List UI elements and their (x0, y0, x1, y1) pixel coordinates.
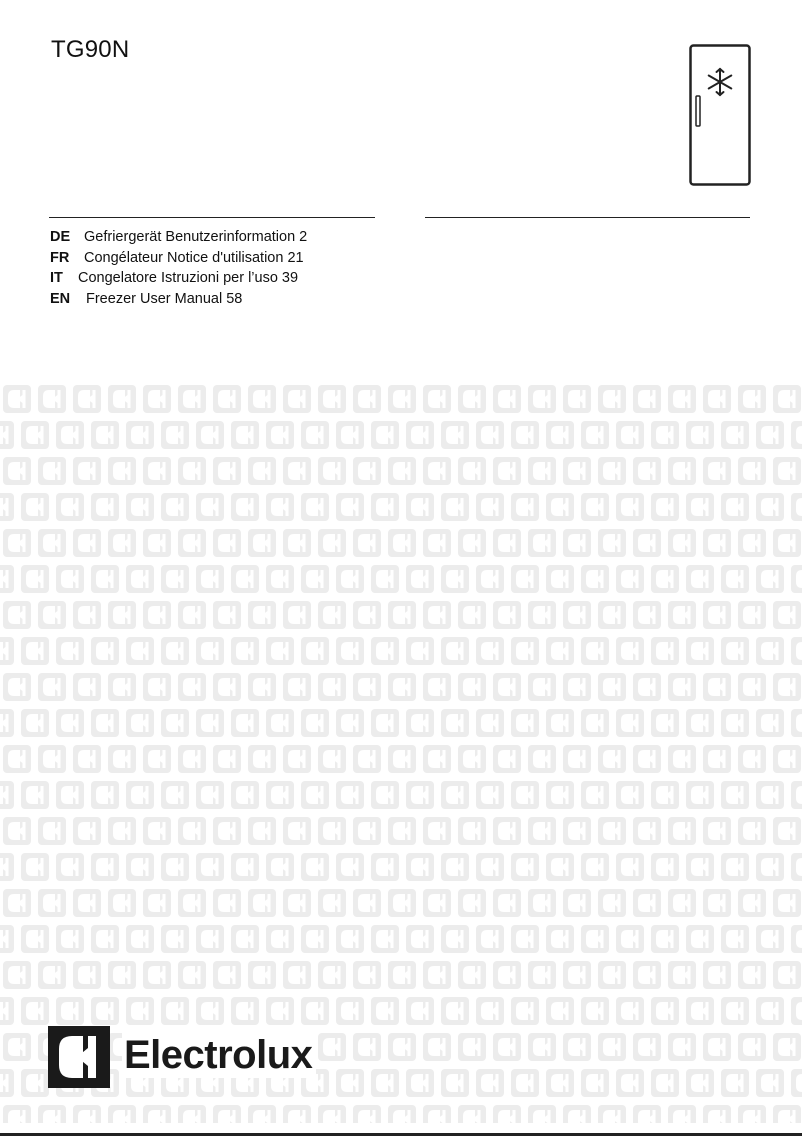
freezer-snowflake-icon (689, 44, 751, 186)
language-code: FR (50, 249, 70, 266)
brand-name: Electrolux (122, 1032, 316, 1078)
language-code: IT (50, 270, 63, 286)
language-item-fr[interactable] (50, 248, 307, 269)
language-page: 39 (281, 270, 299, 286)
language-page: 2 (299, 229, 308, 245)
language-item-de[interactable] (50, 227, 307, 248)
language-code: EN (50, 290, 71, 307)
language-title: Congélateur Notice d'utilisation (84, 249, 284, 266)
language-page: 58 (226, 290, 243, 307)
language-item-it[interactable] (50, 268, 307, 289)
language-code: DE (50, 229, 71, 245)
model-number: TG90N (51, 36, 130, 63)
language-list (50, 227, 307, 309)
electrolux-logo-pattern-icon (0, 383, 802, 1123)
electrolux-logo-icon (48, 1026, 110, 1088)
divider-left (49, 217, 375, 218)
language-title: Congelatore Istruzioni per l’uso (78, 270, 278, 286)
language-page: 21 (287, 249, 304, 266)
divider-right (425, 217, 750, 218)
language-item-en[interactable] (50, 289, 307, 310)
language-title: Freezer User Manual (86, 290, 223, 307)
language-title: Gefriergerät Benutzerinformation (84, 229, 296, 245)
